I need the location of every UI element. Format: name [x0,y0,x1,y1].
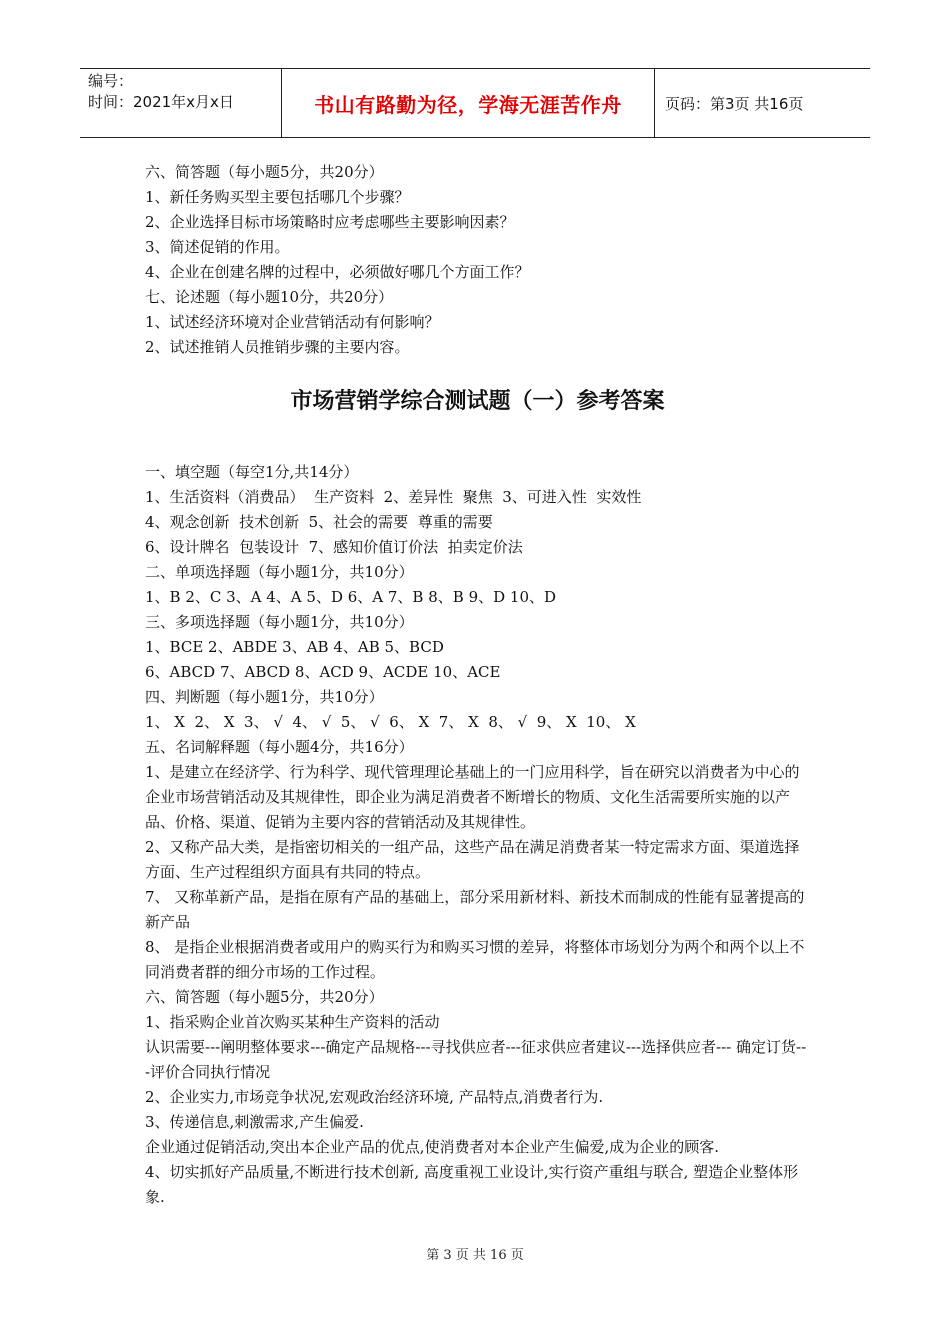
date-label: 时间：2021年x月x日 [88,93,234,111]
answer-heading: 四、判断题（每小题1分，共10分） [145,688,384,706]
answer-heading: 一、填空题（每空1分,共14分） [145,463,359,481]
question-item: 4、企业在创建名牌的过程中，必须做好哪几个方面工作？ [145,263,530,281]
header-motto: 书山有路勤为径，学海无涯苦作舟 [282,69,655,137]
answer-line: 1、BCE 2、ABDE 3、AB 4、AB 5、BCD [145,638,444,656]
answer-line: 1、生活资料（消费品） 生产资料 2、差异性 聚焦 3、可进入性 实效性 [145,488,642,506]
question-item: 2、试述推销人员推销步骤的主要内容。 [145,338,410,356]
answer-line: 4、观念创新 技术创新 5、社会的需要 尊重的需要 [145,513,493,531]
answer-line: 1、 X 2、 X 3、 √ 4、 √ 5、 √ 6、 X 7、 X 8、 √ 9、 X 10、 X [145,713,636,731]
short-answer-line: 4、切实抓好产品质量,不断进行技术创新, 高度重视工业设计,实行资产重组与联合, 塑造企业整体形象. [145,1163,799,1206]
header-page-info: 页码：第3页 共16页 [665,94,804,113]
question-item: 1、新任务购买型主要包括哪几个步骤？ [145,188,410,206]
short-answer-line: 3、传递信息,刺激需求,产生偏爱. [145,1113,364,1131]
question-heading: 七、论述题（每小题10分，共20分） [145,288,394,306]
answer-section [145,460,810,1210]
header-meta [80,69,282,137]
answer-heading: 二、单项选择题（每小题1分，共10分） [145,563,414,581]
definition-paragraph: 7、 又称革新产品，是指在原有产品的基础上，部分采用新材料、新技术而制成的性能有显著提高的新产品 [145,888,805,931]
question-heading: 六、简答题（每小题5分，共20分） [145,163,384,181]
document-body [145,160,810,1210]
short-answer-line: 1、指采购企业首次购买某种生产资料的活动 [145,1013,440,1031]
answer-heading: 六、简答题（每小题5分，共20分） [145,988,384,1006]
answer-line: 6、ABCD 7、ABCD 8、ACD 9、ACDE 10、ACE [145,663,501,681]
short-answer-line: 认识需要---阐明整体要求---确定产品规格---寻找供应者---征求供应者建议---选择供应者--- 确定订货---评价合同执行情况 [145,1038,807,1081]
definition-paragraph: 1、是建立在经济学、行为科学、现代管理理论基础上的一门应用科学，旨在研究以消费者为中心的企业市场营销活动及其规律性，即企业为满足消费者不断增长的物质、文化生活需要所实施的以产品、价格、渠道、促销为主要内容的营销活动及其规律性。 [145,763,800,831]
answer-line: 1、B 2、C 3、A 4、A 5、D 6、A 7、B 8、B 9、D 10、D [145,588,557,606]
question-item: 3、简述促销的作用。 [145,238,290,256]
answer-heading: 三、多项选择题（每小题1分，共10分） [145,613,414,631]
short-answer-line: 2、企业实力,市场竞争状况,宏观政治经济环境, 产品特点,消费者行为. [145,1088,604,1106]
answer-line: 6、设计牌名 包装设计 7、感知价值订价法 拍卖定价法 [145,538,523,556]
question-item: 2、企业选择目标市场策略时应考虑哪些主要影响因素？ [145,213,515,231]
short-answer-line: 企业通过促销活动,突出本企业产品的优点,使消费者对本企业产生偏爱,成为企业的顾客. [145,1138,720,1156]
definition-paragraph: 8、 是指企业根据消费者或用户的购买行为和购买习惯的差异，将整体市场划分为两个和两个以上不同消费者群的细分市场的工作过程。 [145,938,805,981]
answer-heading: 五、名词解释题（每小题4分，共16分） [145,738,414,756]
page-footer: 第 3 页 共 16 页 [426,1248,524,1263]
question-item: 1、试述经济环境对企业营销活动有何影响？ [145,313,440,331]
question-section [145,160,810,360]
answer-title: 市场营销学综合测试题（一）参考答案 [290,389,665,414]
number-label: 编号： [88,72,134,90]
definition-paragraph: 2、又称产品大类，是指密切相关的一组产品，这些产品在满足消费者某一特定需求方面、渠道选择方面、生产过程组织方面具有共同的特点。 [145,838,800,881]
page-header [80,68,870,138]
